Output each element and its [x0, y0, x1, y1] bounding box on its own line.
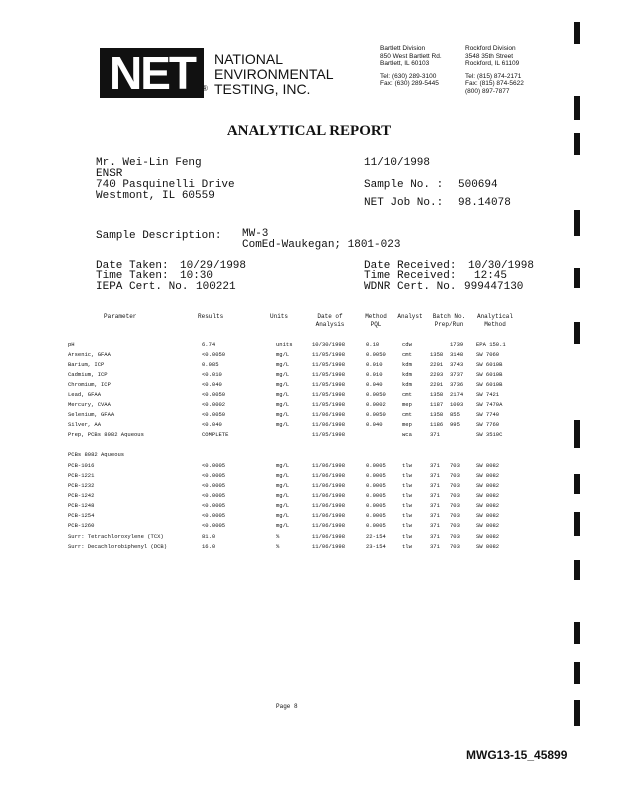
cell-prep: 1186: [430, 421, 444, 428]
cell-result: <0.0050: [202, 351, 226, 358]
cell-analysis-date: 11/06/1998: [312, 492, 346, 499]
cell-analysis-date: 11/06/1998: [312, 543, 346, 550]
cell-analysis-date: 11/05/1998: [312, 371, 346, 378]
cell-pql: 0.0050: [366, 391, 386, 398]
cell-analysis-date: 11/06/1998: [312, 462, 346, 469]
col-header-analytical: Analytical Method: [476, 313, 513, 328]
cell-run: 1739: [450, 341, 464, 348]
cell-parameter: PCB-1242: [68, 492, 95, 499]
rockford-division: Rockford Division 3548 35th Street Rockford, IL 61109 Tel: (815) 874-2171 Fax: (815) 874-5622 (800) 897-7877: [465, 45, 524, 95]
cell-analysis-date: 11/06/1998: [312, 522, 346, 529]
cell-analysis-date: 10/30/1998: [312, 341, 346, 348]
cell-analyst: tlw: [402, 462, 412, 469]
iepa-cert: 100221: [196, 281, 236, 293]
cell-analyst: tlw: [402, 543, 412, 550]
cell-units: %: [276, 533, 280, 540]
col-header-pql: Method PQL: [365, 313, 387, 328]
cell-units: mg/L: [276, 502, 290, 509]
cell-units: mg/L: [276, 462, 290, 469]
cell-prep: 1187: [430, 401, 444, 408]
sample-desc-label: Sample Description:: [96, 230, 222, 242]
cell-prep: 371: [430, 533, 440, 540]
cell-pql: 0.0005: [366, 512, 386, 519]
cell-units: units: [276, 341, 293, 348]
cell-method: SW 8082: [476, 492, 500, 499]
cell-parameter: PCB-1232: [68, 482, 95, 489]
cell-parameter: Arsenic, GFAA: [68, 351, 111, 358]
cell-parameter: pH: [68, 341, 75, 348]
cell-run: 3736: [450, 381, 464, 388]
cell-result: <0.0005: [202, 472, 226, 479]
cell-prep: 371: [430, 462, 440, 469]
cell-units: mg/L: [276, 421, 290, 428]
cell-prep: 371: [430, 492, 440, 499]
cell-method: SW 8082: [476, 472, 500, 479]
cell-method: SW 8082: [476, 512, 500, 519]
cell-result: <0.0005: [202, 512, 226, 519]
cell-analysis-date: 11/06/1998: [312, 533, 346, 540]
cell-units: mg/L: [276, 371, 290, 378]
cell-analysis-date: 11/05/1998: [312, 361, 346, 368]
time-taken-label: Time Taken:: [96, 270, 169, 282]
cell-prep: 371: [430, 482, 440, 489]
cell-pql: 0.0050: [366, 351, 386, 358]
page-number: Page 8: [276, 703, 298, 710]
cell-parameter: Surr: Decachlorobiphenyl (DCB): [68, 543, 168, 550]
cell-prep: 1358: [430, 351, 444, 358]
scan-edge-mark: [574, 96, 580, 120]
cell-analyst: kdm: [402, 371, 412, 378]
time-taken: 10:30: [180, 270, 214, 282]
sample-desc-2: ComEd-Waukegan; 1801-023: [242, 239, 401, 251]
cell-prep: 2201: [430, 361, 444, 368]
cell-analysis-date: 11/05/1998: [312, 431, 346, 438]
date-received-label: Date Received:: [364, 260, 457, 272]
cell-run: 995: [450, 421, 460, 428]
sample-no: 500694: [458, 179, 498, 191]
net-logo: NET: [109, 47, 195, 99]
cell-run: 2174: [450, 391, 464, 398]
cell-pql: 0.0005: [366, 492, 386, 499]
sample-desc-1: MW-3: [242, 228, 269, 240]
cell-run: 855: [450, 411, 460, 418]
scan-edge-mark: [574, 22, 580, 44]
cell-parameter: Cadmium, ICP: [68, 371, 108, 378]
cell-analysis-date: 11/06/1998: [312, 512, 346, 519]
cell-units: mg/L: [276, 472, 290, 479]
report-title: ANALYTICAL REPORT: [226, 123, 392, 139]
cell-method: SW 7060: [476, 351, 500, 358]
cell-result: <0.010: [202, 371, 222, 378]
document-id: MWG13-15_45899: [466, 748, 568, 762]
cell-pql: 0.10: [366, 341, 380, 348]
cell-units: %: [276, 543, 280, 550]
cell-method: SW 6010B: [476, 371, 503, 378]
cell-result: <0.0005: [202, 492, 226, 499]
cell-analysis-date: 11/05/1998: [312, 401, 346, 408]
cell-parameter: Mercury, CVAA: [68, 401, 111, 408]
cell-run: 1093: [450, 401, 464, 408]
scan-edge-mark: [574, 512, 580, 536]
cell-run: 703: [450, 462, 460, 469]
sample-no-label: Sample No. :: [364, 179, 444, 191]
cell-analyst: tlw: [402, 472, 412, 479]
company-name-line-2: ENVIRONMENTAL: [214, 66, 334, 82]
cell-prep: 371: [430, 431, 440, 438]
col-header-units: Units: [270, 313, 289, 320]
cell-analyst: tlw: [402, 512, 412, 519]
cell-run: 3148: [450, 351, 464, 358]
cell-prep: 2203: [430, 371, 444, 378]
cell-analyst: mep: [402, 421, 412, 428]
cell-units: mg/L: [276, 401, 290, 408]
cell-result: <0.0005: [202, 522, 226, 529]
cell-run: 703: [450, 502, 460, 509]
client-org: ENSR: [96, 168, 123, 180]
cell-prep: 1358: [430, 391, 444, 398]
wdnr-cert: 999447130: [464, 281, 524, 293]
cell-method: SW 7760: [476, 421, 500, 428]
cell-method: SW 8082: [476, 502, 500, 509]
scan-edge-mark: [574, 560, 580, 580]
cell-parameter: Chromium, ICP: [68, 381, 111, 388]
date-taken: 10/29/1998: [180, 260, 247, 272]
cell-prep: 371: [430, 543, 440, 550]
cell-result: <0.0050: [202, 391, 226, 398]
cell-pql: 23-154: [366, 543, 386, 550]
job-no: 98.14078: [458, 197, 511, 209]
cell-prep: 2201: [430, 381, 444, 388]
cell-pql: 0.040: [366, 421, 383, 428]
client-name: Mr. Wei-Lin Feng: [96, 157, 202, 169]
cell-parameter: Lead, GFAA: [68, 391, 102, 398]
cell-result: <0.040: [202, 421, 222, 428]
job-no-label: NET Job No.:: [364, 197, 444, 209]
cell-pql: 0.010: [366, 371, 383, 378]
cell-result: COMPLETE: [202, 431, 229, 438]
cell-pql: 0.0050: [366, 411, 386, 418]
cell-result: 16.0: [202, 543, 216, 550]
scan-edge-mark: [574, 133, 580, 155]
cell-pql: 0.0005: [366, 462, 386, 469]
date-received: 10/30/1998: [468, 260, 535, 272]
cell-run: 3743: [450, 361, 464, 368]
cell-analyst: cmt: [402, 351, 412, 358]
cell-run: 703: [450, 543, 460, 550]
scan-edge-mark: [574, 662, 580, 684]
cell-analysis-date: 11/05/1998: [312, 351, 346, 358]
wdnr-label: WDNR Cert. No.: [364, 281, 457, 293]
cell-parameter: PCBs 8082 Aqueous: [68, 451, 125, 458]
registered-mark: ®: [202, 84, 208, 93]
scan-edge-mark: [574, 474, 580, 494]
cell-analysis-date: 11/06/1998: [312, 482, 346, 489]
cell-pql: 0.0005: [366, 482, 386, 489]
cell-units: mg/L: [276, 361, 290, 368]
company-name-line-1: NATIONAL: [214, 51, 283, 67]
cell-result: 6.74: [202, 341, 216, 348]
cell-run: 703: [450, 512, 460, 519]
bartlett-division: Bartlett Division 850 West Bartlett Rd. Bartlett, IL 60103 Tel: (630) 289-3100 Fax: (630) 289-5445: [380, 45, 442, 87]
cell-prep: 1358: [430, 411, 444, 418]
time-received-label: Time Received:: [364, 270, 457, 282]
cell-parameter: Surr: Tetrachloroxylene (TCX): [68, 533, 164, 540]
cell-result: <0.0002: [202, 401, 226, 408]
cell-analysis-date: 11/06/1998: [312, 502, 346, 509]
iepa-label: IEPA Cert. No.: [96, 281, 189, 293]
cell-units: mg/L: [276, 522, 290, 529]
cell-method: SW 8082: [476, 482, 500, 489]
client-street: 740 Pasquinelli Drive: [96, 179, 235, 191]
cell-result: <0.0050: [202, 411, 226, 418]
cell-analysis-date: 11/05/1998: [312, 391, 346, 398]
cell-result: <0.0005: [202, 482, 226, 489]
cell-units: mg/L: [276, 381, 290, 388]
cell-units: mg/L: [276, 512, 290, 519]
cell-analyst: cmt: [402, 391, 412, 398]
scan-edge-mark: [574, 420, 580, 448]
cell-parameter: Silver, AA: [68, 421, 102, 428]
cell-parameter: PCB-1221: [68, 472, 95, 479]
col-header-parameter: Parameter: [104, 313, 137, 320]
cell-parameter: PCB-1016: [68, 462, 95, 469]
cell-pql: 0.010: [366, 361, 383, 368]
cell-prep: 371: [430, 502, 440, 509]
cell-method: SW 8082: [476, 522, 500, 529]
cell-units: mg/L: [276, 411, 290, 418]
cell-analyst: cdw: [402, 341, 412, 348]
cell-pql: 22-154: [366, 533, 386, 540]
cell-analyst: kdm: [402, 381, 412, 388]
cell-parameter: Barium, ICP: [68, 361, 105, 368]
cell-analysis-date: 11/06/1998: [312, 472, 346, 479]
cell-method: SW 8082: [476, 462, 500, 469]
cell-run: 703: [450, 482, 460, 489]
cell-analyst: mep: [402, 401, 412, 408]
cell-run: 3737: [450, 371, 464, 378]
cell-pql: 0.0002: [366, 401, 386, 408]
cell-units: mg/L: [276, 391, 290, 398]
cell-analyst: kdm: [402, 361, 412, 368]
cell-parameter: PCB-1248: [68, 502, 95, 509]
cell-method: SW 7470A: [476, 401, 503, 408]
col-header-date: Date of Analysis: [315, 313, 345, 328]
cell-result: 0.085: [202, 361, 219, 368]
cell-units: mg/L: [276, 351, 290, 358]
scan-edge-mark: [574, 622, 580, 644]
cell-result: <0.040: [202, 381, 222, 388]
cell-run: 703: [450, 472, 460, 479]
cell-units: mg/L: [276, 482, 290, 489]
scan-edge-mark: [574, 700, 580, 726]
cell-prep: 371: [430, 512, 440, 519]
cell-parameter: PCB-1254: [68, 512, 95, 519]
cell-prep: 371: [430, 472, 440, 479]
cell-analyst: tlw: [402, 533, 412, 540]
date-taken-label: Date Taken:: [96, 260, 169, 272]
col-header-batch: Batch No. Prep/Run: [432, 313, 466, 328]
cell-pql: 0.0005: [366, 502, 386, 509]
cell-parameter: Selenium, GFAA: [68, 411, 115, 418]
company-name-line-3: TESTING, INC.: [214, 81, 311, 97]
cell-result: <0.0005: [202, 502, 226, 509]
col-header-results: Results: [198, 313, 224, 320]
cell-prep: 371: [430, 522, 440, 529]
cell-analysis-date: 11/06/1998: [312, 421, 346, 428]
cell-pql: 0.0005: [366, 472, 386, 479]
cell-method: SW 7740: [476, 411, 500, 418]
cell-method: SW 8082: [476, 533, 500, 540]
cell-method: SW 7421: [476, 391, 500, 398]
time-received: 12:45: [474, 270, 508, 282]
cell-pql: 0.0005: [366, 522, 386, 529]
cell-analyst: tlw: [402, 482, 412, 489]
col-header-analyst: Analyst: [397, 313, 423, 320]
cell-analyst: tlw: [402, 492, 412, 499]
cell-method: SW 6010B: [476, 361, 503, 368]
cell-method: SW 8082: [476, 543, 500, 550]
cell-run: 703: [450, 533, 460, 540]
client-city: Westmont, IL 60559: [96, 190, 215, 202]
cell-result: <0.0005: [202, 462, 226, 469]
cell-analyst: tlw: [402, 522, 412, 529]
cell-analysis-date: 11/06/1998: [312, 411, 346, 418]
scan-edge-mark: [574, 268, 580, 288]
cell-run: 703: [450, 492, 460, 499]
cell-pql: 0.040: [366, 381, 383, 388]
cell-analyst: cmt: [402, 411, 412, 418]
cell-analyst: wca: [402, 431, 412, 438]
cell-method: SW 3510C: [476, 431, 503, 438]
cell-units: mg/L: [276, 492, 290, 499]
cell-method: SW 6010B: [476, 381, 503, 388]
cell-result: 81.0: [202, 533, 216, 540]
cell-analyst: tlw: [402, 502, 412, 509]
cell-run: 703: [450, 522, 460, 529]
scan-edge-mark: [574, 322, 580, 344]
cell-method: EPA 150.1: [476, 341, 506, 348]
report-date: 11/10/1998: [364, 157, 431, 169]
cell-parameter: Prep, PCBs 8082 Aqueous: [68, 431, 144, 438]
cell-parameter: PCB-1260: [68, 522, 95, 529]
cell-analysis-date: 11/05/1998: [312, 381, 346, 388]
scan-edge-mark: [574, 210, 580, 236]
